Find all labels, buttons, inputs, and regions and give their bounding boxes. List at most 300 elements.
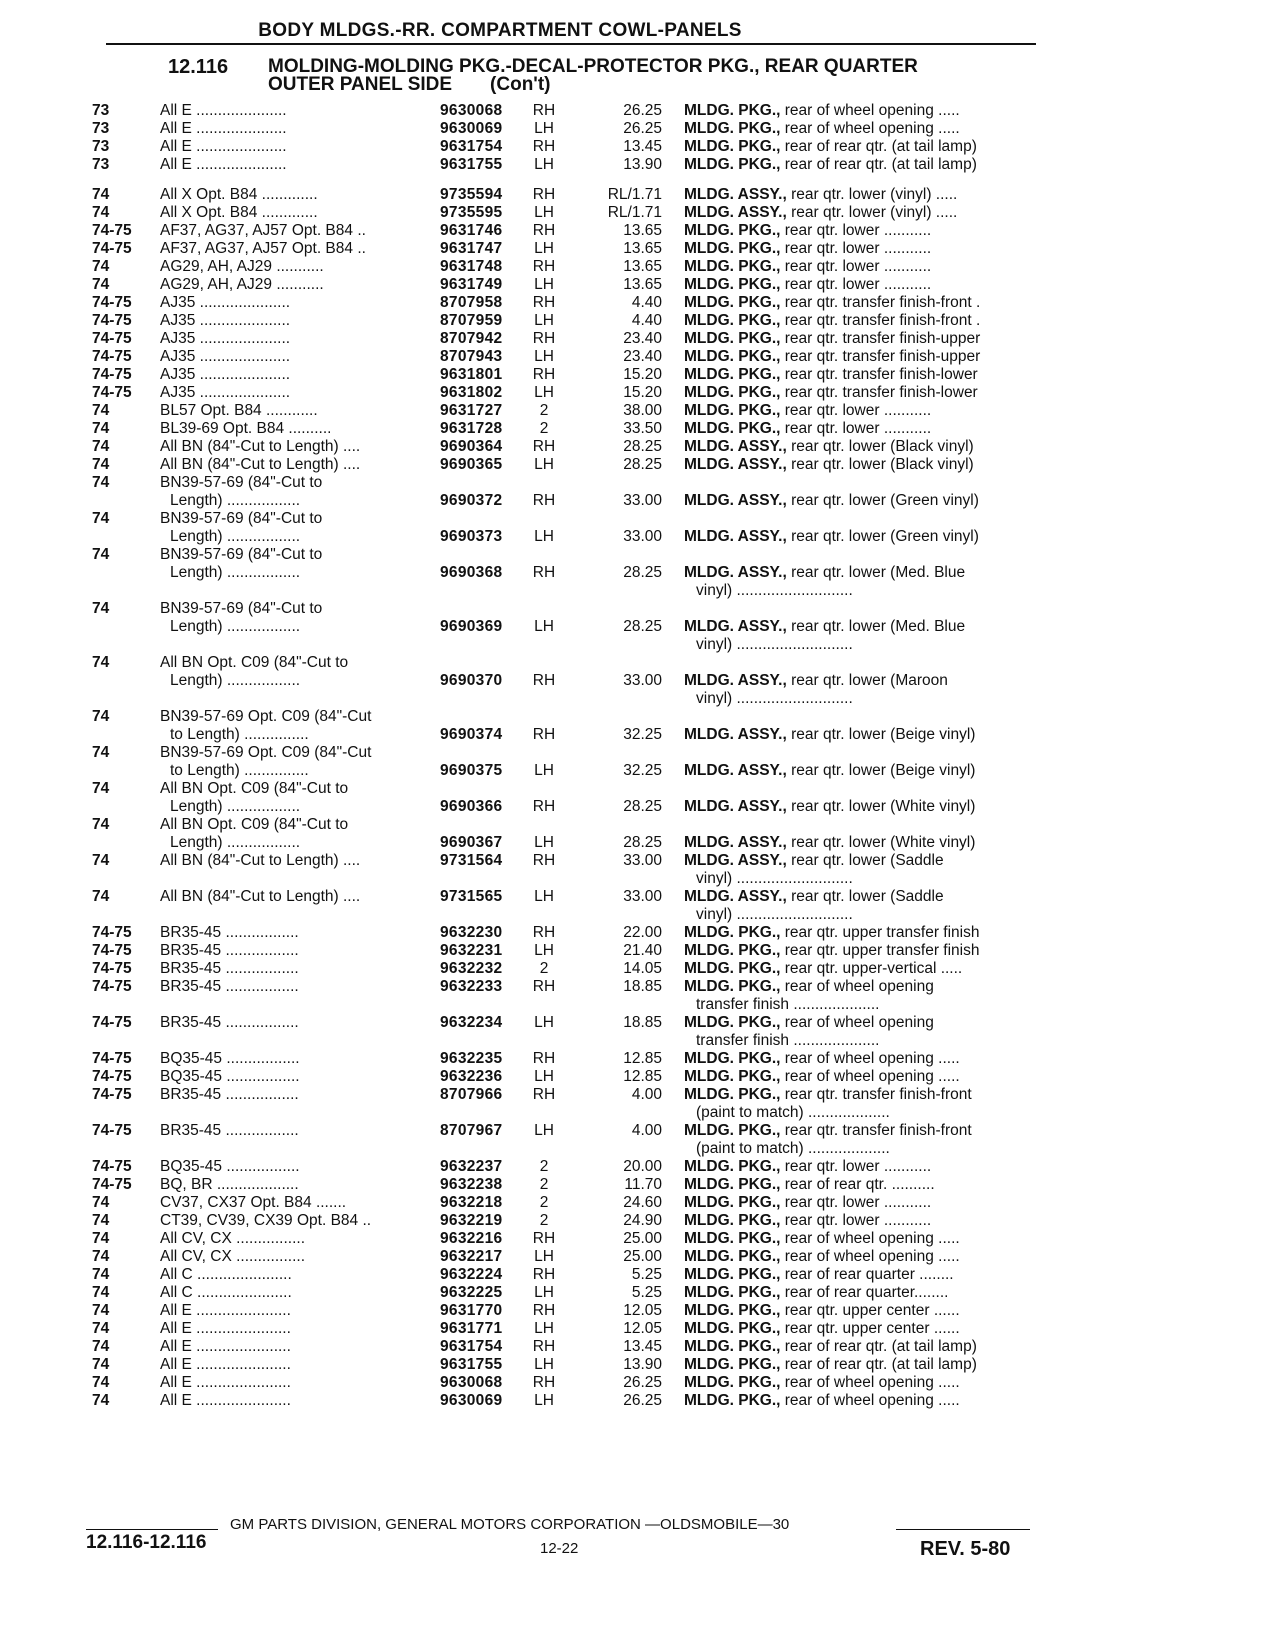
row-description-line <box>684 1158 1054 1176</box>
row-description-head: MLDG. PKG., <box>684 258 781 275</box>
row-model <box>160 1266 428 1284</box>
row-model-line: All E ...................... <box>160 1374 291 1391</box>
row-price: 13.45 <box>623 138 662 155</box>
row-description <box>684 1284 1054 1302</box>
row-price: 15.20 <box>623 366 662 383</box>
row-side: RH <box>532 978 556 995</box>
row-part-number: 9631748 <box>440 258 503 275</box>
row-description-text: rear qtr. lower ........... <box>784 420 932 437</box>
row-model-line: All E ..................... <box>160 120 287 137</box>
table-row <box>0 960 1280 978</box>
row-description <box>684 1086 1054 1122</box>
row-description-head: MLDG. PKG., <box>684 384 781 401</box>
row-year: 73 <box>92 156 110 173</box>
row-side: 2 <box>539 1176 549 1193</box>
row-price: 28.25 <box>623 564 662 581</box>
row-part-number: 9631749 <box>440 276 503 293</box>
row-description <box>684 1374 1054 1392</box>
row-side: LH <box>534 276 554 293</box>
table-row <box>0 240 1280 258</box>
row-model-line: BR35-45 ................. <box>160 1014 299 1031</box>
row-description-text: rear qtr. lower (Saddle <box>791 888 944 905</box>
row-description-head: MLDG. ASSY., <box>684 798 787 815</box>
row-model <box>160 1356 428 1374</box>
row-side: RH <box>532 102 556 119</box>
row-description-head: MLDG. PKG., <box>684 1086 781 1103</box>
row-description <box>684 222 1054 240</box>
row-part-number: 9630069 <box>440 1392 503 1409</box>
row-description-text: rear of wheel opening <box>784 1014 934 1031</box>
row-price: 13.65 <box>623 240 662 257</box>
row-description <box>684 204 1054 222</box>
row-description-line <box>684 1320 1054 1338</box>
row-description <box>684 294 1054 312</box>
row-model-line: BR35-45 ................. <box>160 1122 299 1139</box>
row-price: 26.25 <box>623 102 662 119</box>
row-model <box>160 222 428 240</box>
row-year: 74-75 <box>92 222 132 239</box>
row-price: 12.05 <box>623 1320 662 1337</box>
row-model <box>160 1158 428 1176</box>
row-description-head: MLDG. PKG., <box>684 120 781 137</box>
row-price: 5.25 <box>631 1284 662 1301</box>
row-side: RH <box>532 1230 556 1247</box>
row-model-line: All CV, CX ................ <box>160 1248 305 1265</box>
row-description-line <box>684 258 1054 276</box>
row-description-line <box>684 384 1054 402</box>
row-model-line: BL39-69 Opt. B84 .......... <box>160 420 332 437</box>
row-side: RH <box>532 564 556 581</box>
row-side: 2 <box>539 1212 549 1229</box>
row-side: RH <box>532 258 556 275</box>
row-model-line: All E ...................... <box>160 1302 291 1319</box>
row-price: 32.25 <box>623 726 662 743</box>
row-side: LH <box>534 834 554 851</box>
row-description-head: MLDG. PKG., <box>684 222 781 239</box>
row-description-text: rear of wheel opening ..... <box>784 120 960 137</box>
row-description-line <box>684 138 1054 156</box>
row-description-text: rear of rear qtr. (at tail lamp) <box>784 1338 977 1355</box>
row-description-line <box>684 312 1054 330</box>
row-price: 11.70 <box>624 1176 662 1193</box>
row-model-line: CV37, CX37 Opt. B84 ....... <box>160 1194 347 1211</box>
row-description-text: rear qtr. transfer finish-upper <box>784 330 981 347</box>
section-title <box>268 58 918 94</box>
row-description-line <box>684 1284 1054 1302</box>
row-price: 26.25 <box>623 1374 662 1391</box>
row-model-line: BR35-45 ................. <box>160 942 299 959</box>
row-description-head: MLDG. ASSY., <box>684 852 787 869</box>
row-description-text: rear qtr. transfer finish-front . <box>784 294 981 311</box>
row-description-line <box>684 888 1054 906</box>
row-price: 26.25 <box>623 120 662 137</box>
row-side: LH <box>534 1392 554 1409</box>
row-model <box>160 102 428 120</box>
row-model-line: BN39-57-69 (84"-Cut to <box>160 546 323 563</box>
row-description-head: MLDG. PKG., <box>684 1158 781 1175</box>
row-year: 74-75 <box>92 366 132 383</box>
row-description-text: rear qtr. lower (Beige vinyl) <box>791 762 976 779</box>
row-description-line <box>684 366 1054 384</box>
row-description-head: MLDG. PKG., <box>684 240 781 257</box>
row-model <box>160 708 428 744</box>
row-year: 74 <box>92 744 110 761</box>
table-row <box>0 348 1280 366</box>
row-description-head: MLDG. PKG., <box>684 366 781 383</box>
row-description <box>684 1230 1054 1248</box>
row-description <box>684 102 1054 120</box>
row-side: RH <box>532 222 556 239</box>
row-model-line: Length) ................. <box>170 492 301 509</box>
row-description-text: rear qtr. transfer finish-upper <box>784 348 981 365</box>
row-description-line: vinyl) ........................... <box>696 582 853 599</box>
row-price: 13.90 <box>623 1356 662 1373</box>
row-year: 74-75 <box>92 1014 132 1031</box>
row-model <box>160 120 428 138</box>
row-description <box>684 1194 1054 1212</box>
row-price: 33.00 <box>623 492 662 509</box>
row-description-line <box>684 960 1054 978</box>
row-model-line: All E ..................... <box>160 102 287 119</box>
row-description-line <box>684 456 1054 474</box>
row-side: RH <box>532 186 556 203</box>
table-row <box>0 1338 1280 1356</box>
row-description-text: rear qtr. lower (Green vinyl) <box>791 528 979 545</box>
row-model <box>160 978 428 996</box>
row-description-text: rear qtr. lower ........... <box>784 222 932 239</box>
table-row <box>0 456 1280 474</box>
table-row <box>0 366 1280 384</box>
row-side: LH <box>534 312 554 329</box>
row-description-head: MLDG. PKG., <box>684 276 781 293</box>
row-side: RH <box>532 294 556 311</box>
row-part-number: 9631747 <box>440 240 503 257</box>
row-description-head: MLDG. PKG., <box>684 1176 781 1193</box>
table-row <box>0 600 1280 654</box>
row-description-head: MLDG. PKG., <box>684 312 781 329</box>
section-title-line2-text: OUTER PANEL SIDE <box>268 74 453 95</box>
row-description-head: MLDG. ASSY., <box>684 204 787 221</box>
row-price: 13.65 <box>623 222 662 239</box>
row-description <box>684 276 1054 294</box>
row-description <box>684 942 1054 960</box>
row-description-line <box>684 942 1054 960</box>
row-description-head: MLDG. ASSY., <box>684 672 787 689</box>
row-description-line <box>684 348 1054 366</box>
row-description-text: rear of wheel opening <box>784 978 934 995</box>
row-description <box>684 798 1054 816</box>
row-description-text: rear qtr. upper transfer finish <box>784 924 980 941</box>
row-description-text: rear qtr. lower (Black vinyl) <box>791 438 974 455</box>
table-row <box>0 222 1280 240</box>
row-model <box>160 1230 428 1248</box>
row-description-line <box>684 240 1054 258</box>
row-model-line: BQ35-45 ................. <box>160 1068 300 1085</box>
row-model <box>160 942 428 960</box>
row-description-head: MLDG. PKG., <box>684 1122 781 1139</box>
row-year: 74 <box>92 546 110 563</box>
row-part-number: 9631755 <box>440 1356 503 1373</box>
row-model <box>160 204 428 222</box>
table-row <box>0 1248 1280 1266</box>
row-model <box>160 384 428 402</box>
row-description-text: rear qtr. transfer finish-front <box>784 1122 972 1139</box>
row-description-head: MLDG. PKG., <box>684 330 781 347</box>
row-side: RH <box>532 366 556 383</box>
row-price: 18.85 <box>623 1014 662 1031</box>
row-description-text: rear qtr. lower (Black vinyl) <box>791 456 974 473</box>
row-description-head: MLDG. PKG., <box>684 138 781 155</box>
table-row <box>0 924 1280 942</box>
table-row <box>0 204 1280 222</box>
row-model <box>160 1068 428 1086</box>
row-description-text: rear of rear qtr. (at tail lamp) <box>784 1356 977 1373</box>
row-description <box>684 924 1054 942</box>
table-row <box>0 744 1280 780</box>
table-row <box>0 120 1280 138</box>
row-description <box>684 762 1054 780</box>
row-description-head: MLDG. PKG., <box>684 1014 781 1031</box>
row-part-number: 9632231 <box>440 942 503 959</box>
row-description-line <box>684 528 1054 546</box>
row-year: 74-75 <box>92 924 132 941</box>
row-model <box>160 348 428 366</box>
row-description-text: rear qtr. lower (Saddle <box>791 852 944 869</box>
row-description <box>684 852 1054 888</box>
row-description-text: rear qtr. lower (White vinyl) <box>791 798 976 815</box>
row-part-number: 9632217 <box>440 1248 503 1265</box>
row-model-line: CT39, CV39, CX39 Opt. B84 .. <box>160 1212 372 1229</box>
row-price: 25.00 <box>623 1248 662 1265</box>
row-description-line <box>684 1086 1054 1104</box>
row-description-text: rear qtr. lower (Maroon <box>791 672 948 689</box>
row-description-line <box>684 1194 1054 1212</box>
row-part-number: 9690369 <box>440 618 503 635</box>
row-model <box>160 258 428 276</box>
row-description-line: transfer finish .................... <box>696 996 880 1013</box>
row-description-head: MLDG. PKG., <box>684 1266 781 1283</box>
header-rule <box>106 43 1036 45</box>
row-model-line: All E ...................... <box>160 1338 291 1355</box>
row-part-number: 9631746 <box>440 222 503 239</box>
row-model <box>160 546 428 582</box>
row-part-number: 9631728 <box>440 420 503 437</box>
row-part-number: 9632224 <box>440 1266 503 1283</box>
footer-rule-left <box>86 1529 218 1530</box>
row-year: 74 <box>92 1212 110 1229</box>
row-model <box>160 156 428 174</box>
table-row <box>0 1374 1280 1392</box>
row-description-line <box>684 204 1054 222</box>
row-description-head: MLDG. ASSY., <box>684 834 787 851</box>
row-description-text: rear qtr. transfer finish-front <box>784 1086 972 1103</box>
table-row <box>0 1356 1280 1374</box>
row-price: 4.40 <box>631 294 662 311</box>
row-year: 74 <box>92 1392 110 1409</box>
row-model-line: Length) ................. <box>170 618 301 635</box>
row-part-number: 9631801 <box>440 366 503 383</box>
row-model <box>160 366 428 384</box>
row-description-head: MLDG. PKG., <box>684 1194 781 1211</box>
row-part-number: 8707958 <box>440 294 503 311</box>
row-model <box>160 294 428 312</box>
row-description <box>684 456 1054 474</box>
row-price: 23.40 <box>623 330 662 347</box>
row-price: 15.20 <box>623 384 662 401</box>
row-description <box>684 420 1054 438</box>
row-description-head: MLDG. ASSY., <box>684 186 787 203</box>
table-row <box>0 186 1280 204</box>
section-title-line2 <box>268 76 918 94</box>
row-model <box>160 240 428 258</box>
row-year: 74 <box>92 600 110 617</box>
row-description-head: MLDG. PKG., <box>684 420 781 437</box>
row-description <box>684 258 1054 276</box>
table-row <box>0 1302 1280 1320</box>
row-description-head: MLDG. PKG., <box>684 960 781 977</box>
row-description-line <box>684 978 1054 996</box>
row-year: 74-75 <box>92 348 132 365</box>
row-description-head: MLDG. PKG., <box>684 1050 781 1067</box>
row-model-line: BL57 Opt. B84 ............ <box>160 402 318 419</box>
row-description-line <box>684 762 1054 780</box>
row-model-line: All E ...................... <box>160 1356 291 1373</box>
row-description-line <box>684 420 1054 438</box>
row-side: LH <box>534 1284 554 1301</box>
row-side: LH <box>534 1068 554 1085</box>
row-description-head: MLDG. ASSY., <box>684 618 787 635</box>
row-description-head: MLDG. PKG., <box>684 978 781 995</box>
row-model-line: BN39-57-69 (84"-Cut to <box>160 600 323 617</box>
row-side: LH <box>534 888 554 905</box>
row-model <box>160 852 428 870</box>
row-year: 74-75 <box>92 1050 132 1067</box>
row-part-number: 9690365 <box>440 456 503 473</box>
row-model-line: All E ...................... <box>160 1320 291 1337</box>
row-model-line: BQ, BR ................... <box>160 1176 299 1193</box>
row-model-line: AF37, AG37, AJ57 Opt. B84 .. <box>160 222 366 239</box>
row-price: RL/1.71 <box>607 204 662 221</box>
row-description <box>684 1212 1054 1230</box>
row-model-line: to Length) ............... <box>170 726 309 743</box>
row-model-line: BR35-45 ................. <box>160 1086 299 1103</box>
row-description <box>684 1338 1054 1356</box>
row-description <box>684 1176 1054 1194</box>
row-description-text: rear qtr. lower ........... <box>784 402 932 419</box>
row-description <box>684 438 1054 456</box>
row-model <box>160 1122 428 1140</box>
row-model <box>160 888 428 906</box>
row-description-head: MLDG. PKG., <box>684 1338 781 1355</box>
row-description-text: rear qtr. transfer finish-lower <box>784 384 978 401</box>
row-description <box>684 960 1054 978</box>
row-description-head: MLDG. PKG., <box>684 1320 781 1337</box>
row-side: RH <box>532 852 556 869</box>
row-description-text: rear qtr. lower (vinyl) ..... <box>791 204 958 221</box>
row-description-head: MLDG. PKG., <box>684 1374 781 1391</box>
row-part-number: 9690374 <box>440 726 503 743</box>
row-description <box>684 156 1054 174</box>
row-model-line: AF37, AG37, AJ57 Opt. B84 .. <box>160 240 366 257</box>
row-description-line <box>684 852 1054 870</box>
row-model <box>160 1338 428 1356</box>
row-model-line: All X Opt. B84 ............. <box>160 204 318 221</box>
row-description-line <box>684 1176 1054 1194</box>
row-year: 74 <box>92 1356 110 1373</box>
row-side: RH <box>532 1302 556 1319</box>
row-model-line: Length) ................. <box>170 564 301 581</box>
row-side: RH <box>532 1338 556 1355</box>
row-year: 74 <box>92 258 110 275</box>
table-row <box>0 474 1280 510</box>
row-price: 33.00 <box>623 888 662 905</box>
row-part-number: 9690368 <box>440 564 503 581</box>
row-part-number: 9632218 <box>440 1194 503 1211</box>
row-price: 33.00 <box>623 852 662 869</box>
row-model <box>160 402 428 420</box>
table-row <box>0 258 1280 276</box>
row-year: 74-75 <box>92 240 132 257</box>
row-model <box>160 1392 428 1410</box>
row-price: 28.25 <box>623 456 662 473</box>
row-price: 13.65 <box>623 276 662 293</box>
row-description-text: rear qtr. upper center ...... <box>784 1302 960 1319</box>
row-model <box>160 1320 428 1338</box>
row-model-line: BR35-45 ................. <box>160 978 299 995</box>
row-description-line <box>684 1338 1054 1356</box>
row-year: 73 <box>92 120 110 137</box>
row-part-number: 8707943 <box>440 348 503 365</box>
row-price: 13.45 <box>623 1338 662 1355</box>
table-row <box>0 1122 1280 1158</box>
row-part-number: 9632234 <box>440 1014 503 1031</box>
row-side: RH <box>532 1086 556 1103</box>
row-description <box>684 1122 1054 1158</box>
row-part-number: 9731565 <box>440 888 503 905</box>
row-description-head: MLDG. ASSY., <box>684 492 787 509</box>
row-description-text: rear of rear qtr. .......... <box>784 1176 935 1193</box>
row-price: 28.25 <box>623 798 662 815</box>
row-model-line: All CV, CX ................ <box>160 1230 305 1247</box>
row-description-line: vinyl) ........................... <box>696 870 853 887</box>
row-part-number: 9632237 <box>440 1158 503 1175</box>
row-side: RH <box>532 1266 556 1283</box>
row-description <box>684 1356 1054 1374</box>
row-side: LH <box>534 1122 554 1139</box>
row-description-line <box>684 672 1054 690</box>
row-model-line: BN39-57-69 (84"-Cut to <box>160 510 323 527</box>
row-price: 13.90 <box>623 156 662 173</box>
row-price: 33.00 <box>623 672 662 689</box>
row-price: 22.00 <box>623 924 662 941</box>
row-description <box>684 726 1054 744</box>
row-year: 74-75 <box>92 1158 132 1175</box>
row-model <box>160 1086 428 1104</box>
row-year: 74 <box>92 1266 110 1283</box>
row-description-head: MLDG. ASSY., <box>684 888 787 905</box>
row-description <box>684 672 1054 708</box>
row-description-line: vinyl) ........................... <box>696 636 853 653</box>
row-description-head: MLDG. PKG., <box>684 924 781 941</box>
row-side: RH <box>532 924 556 941</box>
row-model <box>160 456 428 474</box>
row-side: LH <box>534 456 554 473</box>
table-row <box>0 330 1280 348</box>
row-year: 74 <box>92 852 110 869</box>
table-row <box>0 942 1280 960</box>
row-model-line: Length) ................. <box>170 528 301 545</box>
row-price: 5.25 <box>631 1266 662 1283</box>
